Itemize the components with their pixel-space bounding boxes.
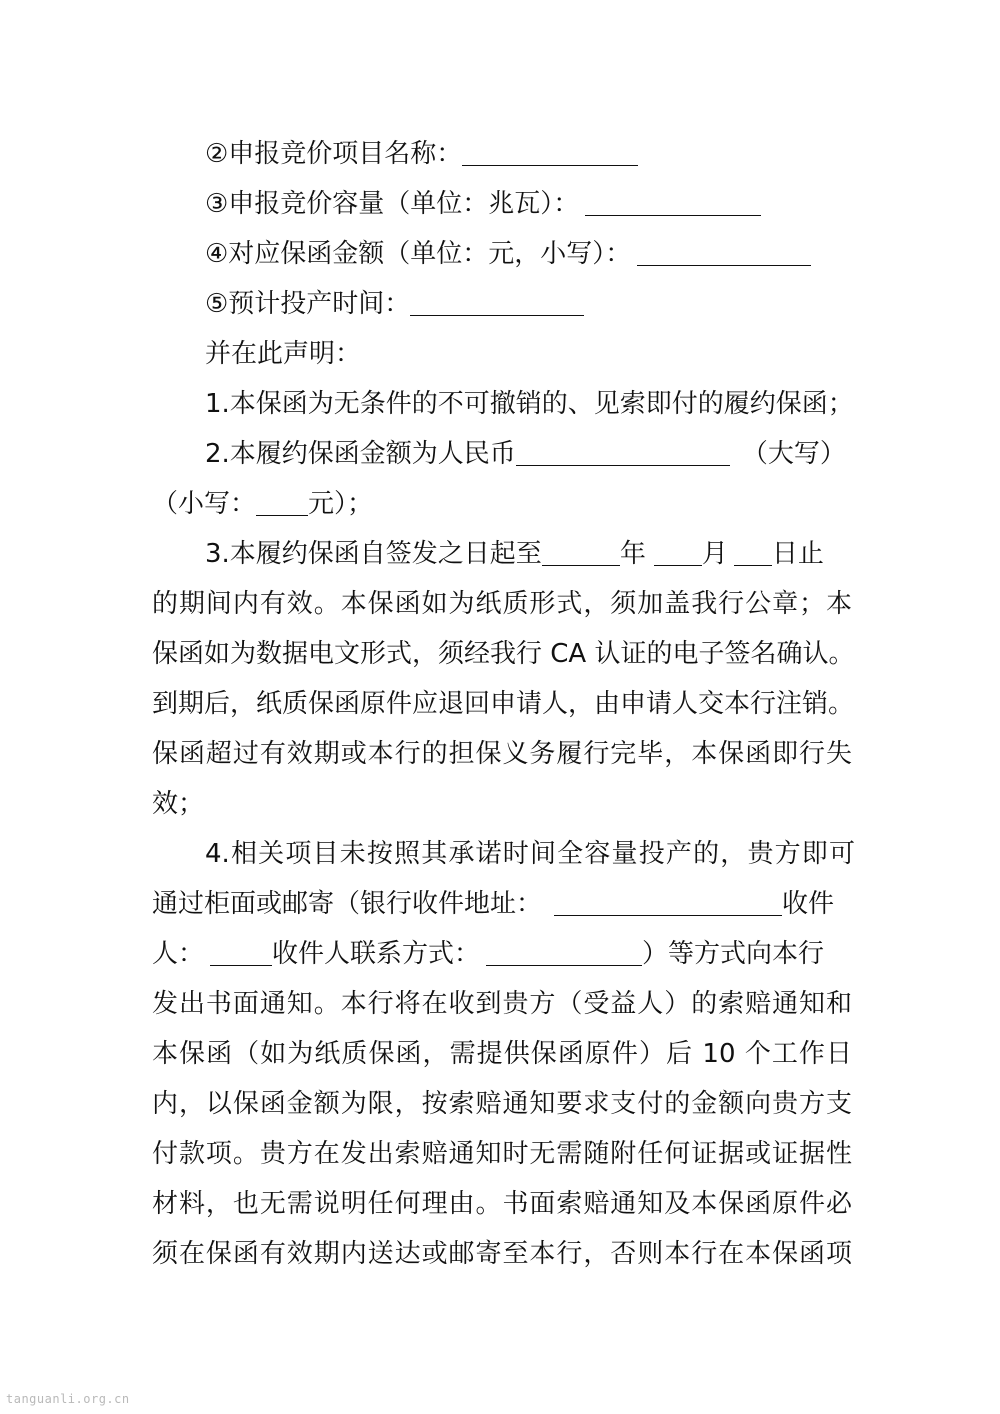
paragraph-line: 保函如为数据电文形式，须经我行 CA 认证的电子签名确认。 — [152, 639, 855, 669]
paragraph-line: 保函超过有效期或本行的担保义务履行完毕，本保函即行失 — [152, 739, 852, 769]
paragraph-line: 付款项。贵方在发出索赔通知时无需随附任何证据或证据性 — [152, 1139, 852, 1169]
fill-blank — [516, 441, 730, 466]
clause-text: 收件人联系方式： — [272, 939, 481, 969]
paragraph-line: 到期后，纸质保函原件应退回申请人，由申请人交本行注销。 — [152, 689, 855, 719]
paragraph-line: 内，以保函金额为限，按索赔通知要求支付的金额向贵方支 — [152, 1089, 852, 1119]
fill-blank — [210, 941, 272, 966]
clause-text: 2.本履约保函金额为人民币 — [205, 439, 516, 469]
clause-1: 1.本保函为无条件的不可撤销的、见索即付的履约保函； — [205, 389, 854, 419]
clause-text: 月 — [701, 539, 728, 569]
clause-4-line-2 — [152, 886, 852, 922]
paragraph-line: 本保函（如为纸质保函，需提供保函原件）后 10 个工作日 — [152, 1039, 852, 1069]
clause-text: （大写） — [741, 439, 846, 469]
clause-text: 日止 — [771, 539, 824, 569]
clause-text: 通过柜面或邮寄（银行收件地址： — [152, 889, 543, 919]
paragraph-line: 须在保函有效期内送达或邮寄至本行，否则本行在本保函项 — [152, 1239, 852, 1269]
field-label: ④对应保函金额（单位：元，小写）： — [205, 239, 632, 269]
field-label: ⑤预计投产时间： — [205, 289, 411, 319]
field-project-name — [205, 136, 855, 172]
clause-text: 元）； — [308, 489, 374, 519]
fill-blank — [462, 141, 638, 166]
clause-2-line-1 — [205, 436, 855, 472]
clause-text: （小写： — [152, 489, 257, 519]
watermark: tanguanli.org.cn — [6, 1392, 130, 1406]
paragraph-line: 的期间内有效。本保函如为纸质形式，须加盖我行公章；本 — [152, 589, 852, 619]
fill-blank — [637, 241, 811, 266]
paragraph-line: 材料，也无需说明任何理由。书面索赔通知及本保函原件必 — [152, 1189, 852, 1219]
fill-blank — [256, 491, 308, 516]
field-guarantee-amount — [205, 236, 855, 272]
fill-blank — [542, 541, 620, 566]
fill-blank — [585, 191, 761, 216]
fill-blank — [734, 541, 772, 566]
clause-4-line-3 — [152, 936, 852, 972]
clause-2-line-2 — [152, 486, 852, 522]
fill-blank — [486, 941, 642, 966]
clause-text: 收件 — [782, 889, 835, 919]
field-commission-time — [205, 286, 855, 322]
declaration-intro: 并在此声明： — [205, 339, 362, 369]
fill-blank — [654, 541, 702, 566]
paragraph-line: 发出书面通知。本行将在收到贵方（受益人）的索赔通知和 — [152, 989, 852, 1019]
clause-3-line-1 — [205, 536, 855, 572]
field-label: ②申报竞价项目名称： — [205, 139, 463, 169]
clause-text: 人： — [152, 939, 205, 969]
clause-text: ）等方式向本行 — [642, 939, 825, 969]
clause-4-line-1: 4.相关项目未按照其承诺时间全容量投产的，贵方即可 — [205, 839, 855, 869]
field-label: ③申报竞价容量（单位：兆瓦）： — [205, 189, 580, 219]
fill-blank — [410, 291, 584, 316]
clause-text: 3.本履约保函自签发之日起至 — [205, 539, 542, 569]
field-capacity — [205, 186, 855, 222]
paragraph-line: 效； — [152, 789, 205, 819]
clause-text: 年 — [619, 539, 646, 569]
fill-blank — [554, 891, 782, 916]
